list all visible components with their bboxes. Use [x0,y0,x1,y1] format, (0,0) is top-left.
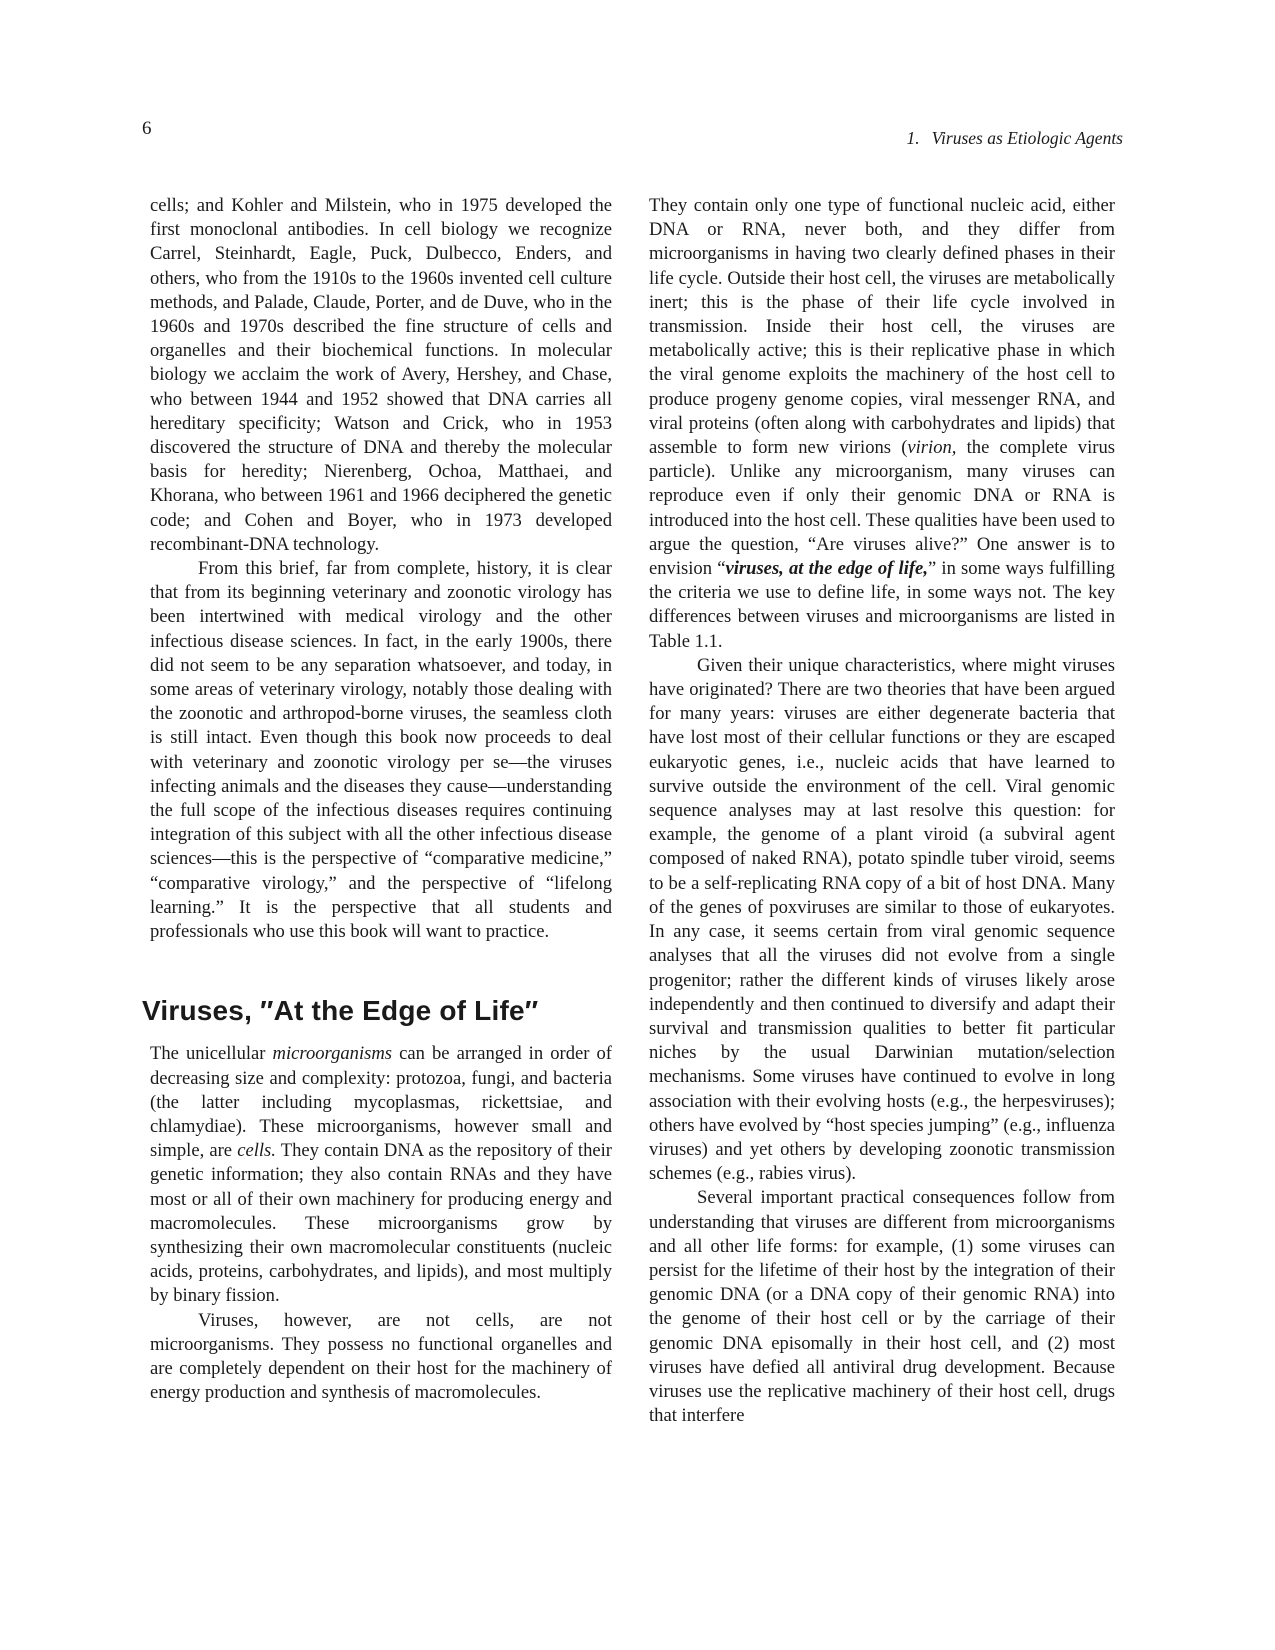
chapter-title: Viruses as Etiologic Agents [931,128,1123,148]
chapter-number: 1. [906,128,920,148]
emphasis: viruses, at the edge of life, [725,558,928,580]
section-heading: Viruses, ″At the Edge of Life″ [142,995,539,1027]
paragraph: cells; and Kohler and Milstein, who in 1975 developed the first monoclonal antibodies. In cell biology we recognize Carrel, Steinhardt, Eagle, Puck, Dulbecco, Enders, and others, who from the 1910s to the 1960s invented cell culture methods, and Palade, Claude, Porter, and de Duve, who in the 1960s and 1970s described the fine structure of cells and organelles and their biochemical functions. In molecular biology we acclaim the work of Avery, Hershey, and Chase, who between 1944 and 1952 showed that DNA carries all hereditary specificity; Watson and Crick, who in 1953 discovered the structure of DNA and thereby the molecular basis for heredity; Nierenberg, Ochoa, Matthaei, and Khorana, who between 1961 and 1966 deciphered the genetic code; and Cohen and Boyer, who in 1973 developed recombinant-DNA technology. [150,195,612,555]
left-column [142,194,612,1405]
emphasis: cells. [237,1140,276,1162]
paragraph: Given their unique characteristics, where might viruses have originated? There are two theories that have been argued for many years: viruses are either degenerate bacteria that have lost most of their cellular functions or they are escaped eukaryotic genes, i.e., nucleic acids that have learned to survive outside the environment of the cell. Viral genomic sequence analyses may at last resolve this question: for example, the genome of a plant viroid (a subviral agent composed of naked RNA), potato spindle tuber viroid, seems to be a self-replicating RNA copy of a bit of host DNA. Many of the genes of poxviruses are similar to those of eukaryotes. In any case, it seems certain from viral genomic sequence analyses that all the viruses did not evolve from a single progenitor; rather the different kinds of viruses likely arose independently and then continued to diversify and adapt their survival and transmission qualities to better fit particular niches by the usual Darwinian mutation/selection mechanisms. Some viruses have continued to evolve in long association with their evolving hosts (e.g., the herpesviruses); others have evolved by “host species jumping” (e.g., influenza viruses) and yet others by developing zoonotic transmission schemes (e.g., rabies virus). [649,654,1115,1185]
paragraph: Viruses, however, are not cells, are not microorganisms. They possess no functional organelles and are completely dependent on their host for the machinery of energy production and synthesis of macromolecules. [150,1309,612,1404]
right-column [649,194,1115,1428]
paragraph: Several important practical consequences follow from understanding that viruses are different from microorganisms and all other life forms: for example, (1) some viruses can persist for the lifetime of their host by the integration of their genomic DNA (or a DNA copy of their genomic RNA) into the genome of their host cell or by the carriage of their genomic DNA episomally in their host cell, and (2) most viruses have defied all antiviral drug development. Because viruses use the replicative machinery of their host cell, drugs that interfere [649,1187,1115,1427]
emphasis: virion, [907,437,957,459]
emphasis: microorganisms [272,1043,393,1065]
running-head [907,128,1123,149]
paragraph: From this brief, far from complete, history, it is clear that from its beginning veterinary and zoonotic virology has been intertwined with medical virology and the other infectious disease sciences. In fact, in the early 1900s, there did not seem to be any separation whatsoever, and today, in some areas of veterinary virology, notably those dealing with the zoonotic and arthropod-borne viruses, the seamless cloth is still intact. Even though this book now proceeds to deal with veterinary and zoonotic virology per se—the viruses infecting animals and the diseases they cause—understanding the full scope of the infectious diseases requires continuing integration of this subject with all the other infectious disease sciences—this is the perspective of “comparative medicine,” “comparative virology,” and the perspective of “lifelong learning.” It is the perspective that all students and professionals who use this book will want to practice. [150,558,612,943]
paragraph: They contain only one type of functional nucleic acid, either DNA or RNA, never both, and they differ from microorganisms in having two clearly defined phases in their life cycle. Outside their host cell, the viruses are metabolically inert; this is the phase of their life cycle involved in transmission. Inside their host cell, the viruses are metabolically active; this is their replicative phase in which the viral genome exploits the machinery of the host cell to produce progeny genome copies, viral messenger RNA, and viral proteins (often along with carbohydrates and lipids) that assemble to form new virions (virion, the complete virus particle). Unlike any microorganism, many viruses can reproduce even if only their genomic DNA or RNA is introduced into the host cell. These qualities have been used to argue the question, “Are viruses alive?” One answer is to envision “viruses, at the edge of life,” in some ways fulfilling the criteria we use to define life, in some ways not. The key differences between viruses and microorganisms are listed in Table 1.1. [649,195,1115,652]
page-number: 6 [142,118,152,139]
paragraph: The unicellular microorganisms can be arranged in order of decreasing size and complexity: protozoa, fungi, and bacteria (the latter including mycoplasmas, rickettsiae, and chlamydiae). These microorganisms, however small and simple, are cells. They contain DNA as the repository of their genetic information; they also contain RNAs and they have most or all of their own machinery for producing energy and macromolecules. These microorganisms grow by synthesizing their own macromolecular constituents (nucleic acids, proteins, carbohydrates, and lipids), and most multiply by binary fission. [150,1043,612,1307]
